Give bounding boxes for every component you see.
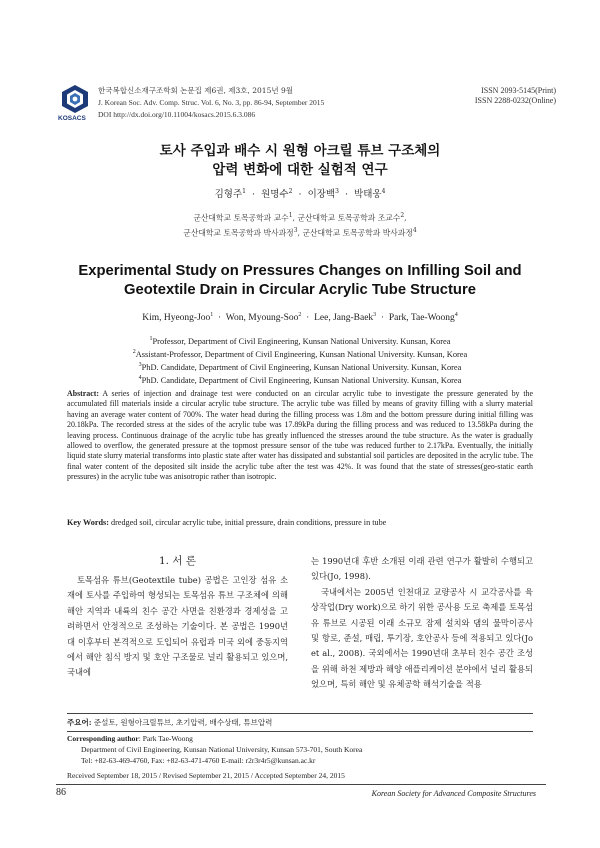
author-name: Park, Tae-Woong — [388, 313, 455, 324]
journal-english: J. Korean Soc. Adv. Comp. Struc. Vol. 6, No. 3, pp. 86-94, September 2015 — [98, 98, 325, 107]
korean-keywords-label: 주요어: — [67, 718, 92, 727]
author-name: Won, Myoung-Soo — [225, 313, 299, 324]
korean-authors: 김형주$^1$ · 원명수$^2$ · 이장백$^3$ · 박태웅$^4$ — [214, 187, 386, 200]
section-heading-introduction: 1. 서 론 — [159, 555, 196, 567]
english-affiliations — [0, 334, 600, 386]
affiliation-line: $^4$PhD. Candidate, Department of Civil Engineering, Kunsan National University. Kunsan, Korea — [138, 375, 462, 386]
korean-title-line-2: 압력 변화에 대한 실험적 연구 — [212, 162, 388, 178]
keywords-label: Key Words: — [67, 518, 109, 527]
journal-korean: 한국복합신소재구조학회 논문집 제6권, 제3호, 2015년 9월 — [98, 86, 293, 95]
paragraph: 토목섬유 튜브(Geotextile tube) 공법은 고인장 섬유 소재에 토사를 주입하여 형성되는 토목섬유 튜브 구조체에 의해 해안 지역과 내륙의 친수 공간 사면을 친환경과 경제성을 고려하면서 안정적으로 조성하는 기술이다. 본 공법은 1990년대 이후부터 본격적으로 도입되어 유럽과 미국 외에 중동지역에서 해안 침식 방지 및 호안 구조물로 널리 활용되고 있으며, 국내에 — [67, 575, 288, 678]
korean-affiliation-line-2: 군산대학교 토목공학과 박사과정$^3$, 군산대학교 토목공학과 박사과정$^4$ — [183, 226, 417, 238]
affiliation-line: $^3$PhD. Candidate, Department of Civil Engineering, Kunsan National University. Kunsan, Korea — [138, 362, 462, 372]
affiliation-line: $^2$Assistant-Professor, Department of Civil Engineering, Kunsan National University. Kunsan, Korea — [132, 349, 468, 359]
korean-keywords: 주요어: 준설토, 원형아크릴튜브, 초기압력, 배수상태, 튜브압력 — [67, 718, 273, 727]
corresponding-contact: Tel: +82-63-469-4760, Fax: +82-63-471-4760 E-mail: r2r3r4r5@kunsan.ac.kr — [81, 756, 316, 765]
received-dates: Received September 18, 2015 / Revised September 21, 2015 / Accepted September 24, 2015 — [67, 771, 345, 780]
logo-text: KOSACS — [58, 115, 86, 122]
author-name: 원명수 — [261, 189, 289, 200]
keywords — [67, 518, 533, 527]
paragraph: 는 1990년대 후반 소개된 이래 관련 연구가 활발히 수행되고 있다(Jo, 1998). — [311, 556, 533, 582]
english-title-line-2: Geotextile Drain in Circular Acrylic Tube Structure — [124, 282, 476, 298]
footnote-divider-2 — [67, 731, 533, 732]
author-name: Kim, Hyeong-Joo — [142, 313, 211, 324]
footnote-divider — [67, 713, 533, 714]
affiliation-line: $^1$Professor, Department of Civil Engineering, Kunsan National University. Kunsan, Korea — [149, 336, 451, 346]
english-title-line-1: Experimental Study on Pressures Changes on Infilling Soil and — [78, 263, 522, 279]
korean-affiliations — [0, 210, 600, 239]
corresponding-address: Department of Civil Engineering, Kunsan National University, Kunsan 573-701, South Korea — [81, 745, 363, 754]
abstract — [67, 389, 533, 483]
doi-link[interactable]: DOI http://dx.doi.org/10.11004/kosacs.2015.6.3.086 — [98, 110, 256, 119]
corresponding-author: Corresponding author: Park Tae-Woong Department of Civil Engineering, Kunsan National University, Kunsan 573-701, South Korea Tel: +82-63-469-4760, Fax: +82-63-471-4760 E-mail: r2r3r4r5@kunsan.ac.kr — [67, 734, 363, 765]
issn-print: ISSN 2093-5145(Print) — [481, 86, 556, 95]
abstract-label: Abstract: — [67, 389, 99, 398]
corresponding-author-label: Corresponding author — [67, 734, 139, 743]
page-number: 86 — [56, 787, 66, 798]
paragraph: 국내에서는 2005년 인천대교 교량공사 시 교각공사를 육상작업(Dry work)으로 하기 위한 공사용 도로 축제를 토목섬유 튜브로 시공된 이래 소규모 잠제 설치와 댐의 물막이공사 및 항로, 준설, 매립, 투기장, 호안공사 등에 적용되고 있다(Jo et al., 2008). 국외에서는 1990년대 초부터 친수 공간 조성을 위해 하천 제방과 해양 애플리케이션 분야에서 널리 활용되었으며, 특히 해안 및 유체공학 해석기술을 적용 — [311, 586, 533, 690]
author-name: 박태웅 — [354, 189, 382, 200]
author-name: 김형주 — [214, 189, 243, 200]
page-footer-divider — [56, 784, 546, 785]
english-authors: Kim, Hyeong-Joo$^1$ · Won, Myoung-Soo$^2$ · Lee, Jang-Baek$^3$ · Park, Tae-Woong$^4$ — [142, 312, 458, 324]
keywords-text: dredged soil, circular acrylic tube, initial pressure, drain conditions, pressure in tube — [108, 518, 387, 527]
author-name: Lee, Jang-Baek — [314, 313, 374, 324]
body-right-column — [311, 554, 533, 693]
kosacs-logo — [60, 84, 90, 116]
journal-footer: Korean Society for Advanced Composite Structures — [371, 789, 536, 798]
abstract-text: A series of injection and drainage test were conducted on an circular acrylic tube to investigate the pressure generated by the accumulated fill materials inside a circular acrylic tube structure. The acrylic tube was filled by means of gravity filling with a slurry material having an average water content of 700%. The water head during the filling process was 1.8m and the bottom pressure during initial filling was 20.18kPa. The recorded stress at the sides of the acrylic tube was 17.89kPa during the filling process and was reduced to 13.58kPa during the leaving process. Continuous drainage of the acrylic tube has greatly influenced the stresses around the tube structure. As the water is gradually allowed to overflow, the generated pressure at the topmost pressure sensor of the tube was reduced further to 2.17kPa. Eventually, the initially liquid state slurry material transforms into plastic state after water has dissipated and substantial soil particles are deposited in the acrylic tube. The final water content of the deposited silt inside the acrylic tube after the test was 42%. It was found that the state of stresses(geo-static earth pressures) in the acrylic tube was anisotropic rather than isotropic. — [67, 389, 533, 482]
korean-title-line-1: 토사 주입과 배수 시 원형 아크릴 튜브 구조체의 — [159, 143, 441, 159]
author-name: 이장백 — [307, 189, 336, 200]
issn-online: ISSN 2288-0232(Online) — [474, 96, 556, 105]
body-left-column — [67, 573, 288, 681]
korean-affiliation-line-1: 군산대학교 토목공학과 교수$^1$, 군산대학교 토목공학과 조교수$^2$, — [193, 212, 407, 223]
